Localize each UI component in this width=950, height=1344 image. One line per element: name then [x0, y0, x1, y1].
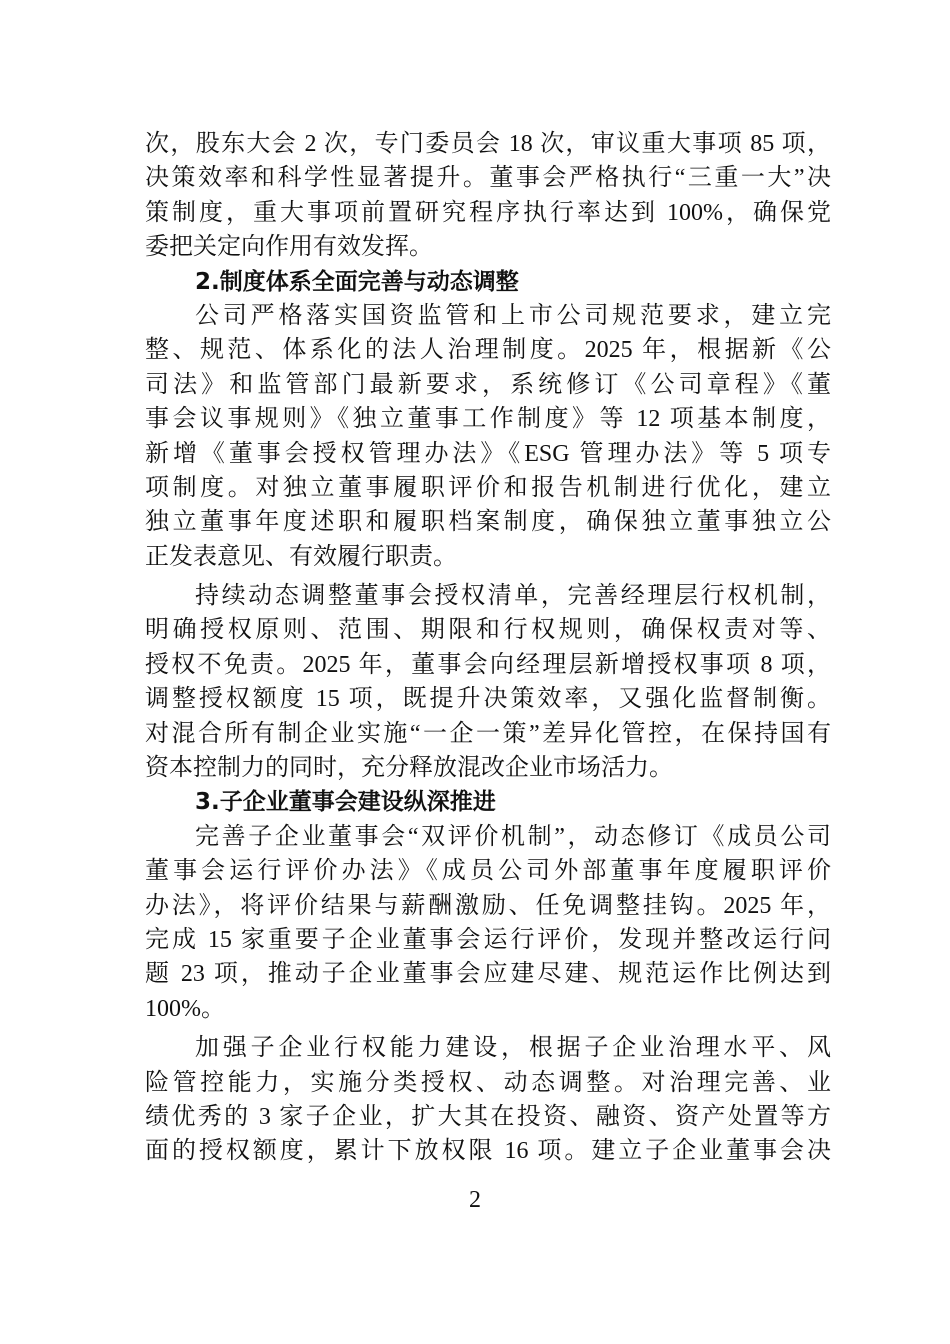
- text-line: 100%。: [145, 995, 225, 1022]
- text-line: 公司严格落实国资监管和上市公司规范要求，建立完: [195, 302, 831, 329]
- text-line: 授权不免责。2025 年，董事会向经理层新增授权事项 8 项，: [145, 651, 831, 678]
- text-line: 险管控能力，实施分类授权、动态调整。对治理完善、业: [145, 1069, 831, 1096]
- paragraph: [145, 1031, 831, 1169]
- text-line: 完善子企业董事会“双评价机制”，动态修订《成员公司: [195, 823, 831, 850]
- paragraph: [145, 299, 831, 574]
- text-line: 持续动态调整董事会授权清单，完善经理层行权机制，: [195, 583, 831, 610]
- text-line: 明确授权原则、范围、期限和行权规则，确保权责对等、: [145, 617, 831, 644]
- text-line: 事会议事规则》《独立董事工作制度》等 12 项基本制度，: [145, 406, 831, 433]
- paragraph: [145, 579, 831, 785]
- section-heading: [145, 265, 831, 299]
- text-line: 调整授权额度 15 项，既提升决策效率，又强化监督制衡。: [145, 686, 831, 713]
- text-line: 资本控制力的同时，充分释放混改企业市场活力。: [145, 755, 673, 782]
- text-line: 完成 15 家重要子企业董事会运行评价，发现并整改运行问: [145, 926, 831, 953]
- text-line: 加强子企业行权能力建设，根据子企业治理水平、风: [195, 1035, 831, 1062]
- text-line: 3.子企业董事会建设纵深推进: [195, 789, 496, 816]
- text-line: 决策效率和科学性显著提升。董事会严格执行“三重一大”决: [145, 165, 831, 192]
- text-line: 办法》，将评价结果与薪酬激励、任免调整挂钩。2025 年，: [145, 892, 831, 919]
- text-line: 绩优秀的 3 家子企业，扩大其在投资、融资、资产处置等方: [145, 1103, 831, 1130]
- text-line: 独立董事年度述职和履职档案制度，确保独立董事独立公: [145, 509, 831, 536]
- page-number: 2: [469, 1187, 481, 1213]
- text-line: 整、规范、体系化的法人治理制度。2025 年，根据新《公: [145, 337, 831, 364]
- text-line: 次，股东大会 2 次，专门委员会 18 次，审议重大事项 85 项，: [145, 131, 831, 157]
- text-line: 正发表意见、有效履行职责。: [145, 543, 457, 570]
- text-line: 策制度，重大事项前置研究程序执行率达到 100%，确保党: [145, 199, 831, 226]
- paragraph: [145, 127, 831, 265]
- paragraph: [145, 820, 831, 1026]
- text-line: 董事会运行评价办法》《成员公司外部董事年度履职评价: [145, 858, 831, 885]
- text-line: 项制度。对独立董事履职评价和报告机制进行优化，建立: [145, 474, 831, 501]
- text-line: 新增《董事会授权管理办法》《ESG 管理办法》等 5 项专: [145, 440, 831, 467]
- text-line: 面的授权额度，累计下放权限 16 项。建立子企业董事会决: [145, 1138, 831, 1165]
- text-line: 题 23 项，推动子企业董事会应建尽建、规范运作比例达到: [145, 961, 831, 988]
- document-body: [145, 127, 831, 1169]
- section-heading: [145, 785, 831, 819]
- text-line: 司法》和监管部门最新要求，系统修订《公司章程》《董: [145, 371, 831, 398]
- text-line: 委把关定向作用有效发挥。: [145, 234, 433, 261]
- text-line: 2.制度体系全面完善与动态调整: [195, 268, 519, 295]
- text-line: 对混合所有制企业实施“一企一策”差异化管控，在保持国有: [145, 720, 831, 747]
